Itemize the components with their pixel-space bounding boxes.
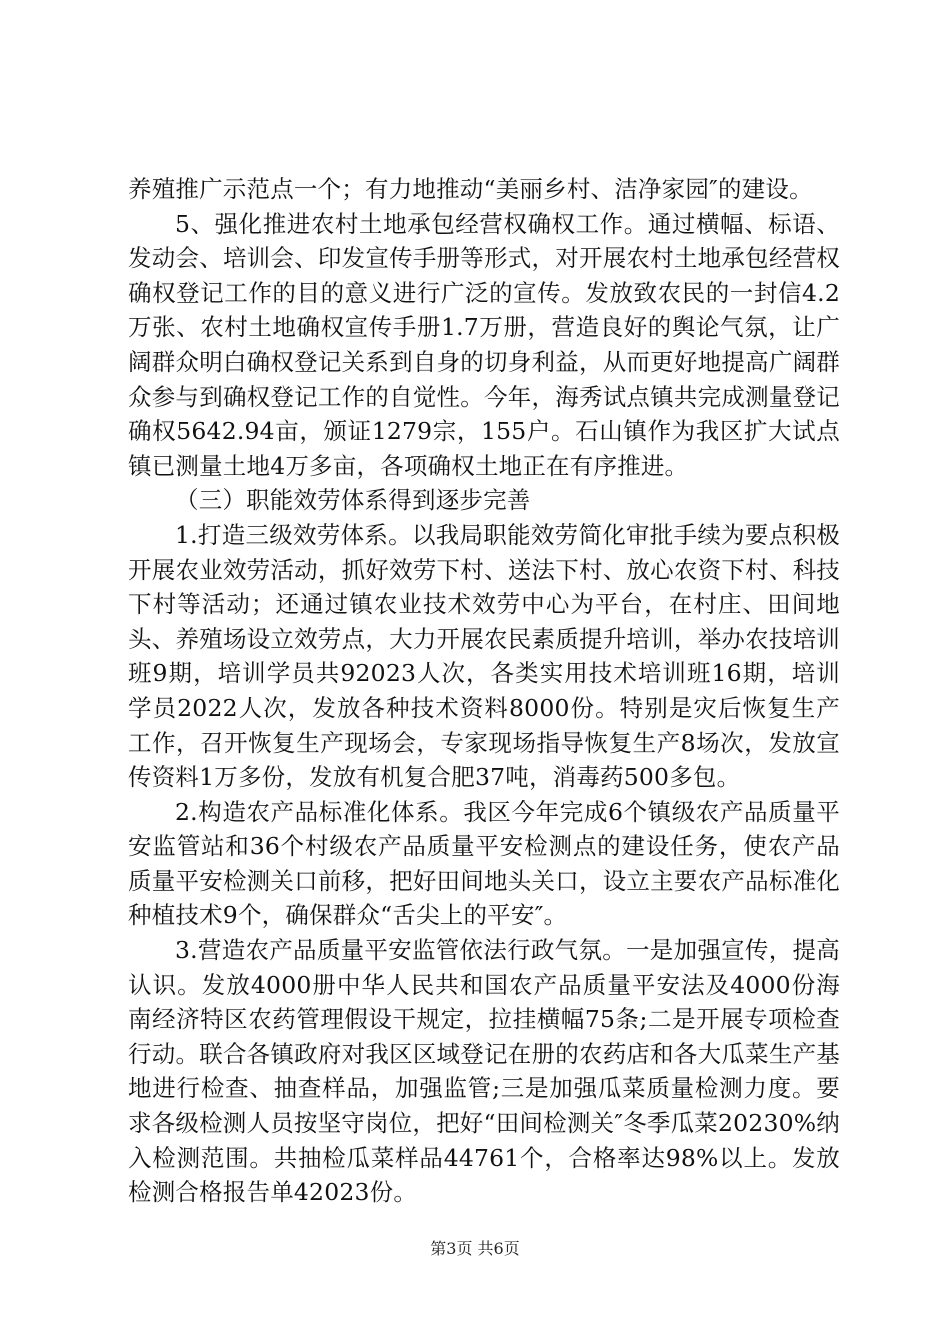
page-number-footer: 第3页 共6页 [430, 1239, 520, 1258]
section-heading-3: （三）职能效劳体系得到逐步完善 [175, 486, 531, 515]
paragraph-item-1: 1.打造三级效劳体系。以我局职能效劳简化审批手续为要点积极开展农业效劳活动，抓好效劳下村、送法下村、放心农资下村、科技下村等活动；还通过镇农业技术效劳中心为平台，在村庄、田间地头、养殖场设立效劳点，大力开展农民素质提升培训，举办农技培训班9期，培训学员共92023人次，各类实用技术培训班16期，培训学员2022人次，发放各种技术资料8000份。特别是灾后恢复生产工作，召开恢复生产现场会，专家现场指导恢复生产8场次，发放宣传资料1万多份，发放有机复合肥37吨，消毒药500多包。 [128, 520, 840, 792]
paragraph-item-5: 5、强化推进农村土地承包经营权确权工作。通过横幅、标语、发动会、培训会、印发宣传手册等形式，对开展农村土地承包经营权确权登记工作的目的意义进行广泛的宣传。发放致农民的一封信4.2万张、农村土地确权宣传手册1.7万册，营造良好的舆论气氛，让广阔群众明白确权登记关系到自身的切身利益，从而更好地提高广阔群众参与到确权登记工作的自觉性。今年，海秀试点镇共完成测量登记确权5642.94亩，颁证1279宗，155户。石山镇作为我区扩大试点镇已测量土地4万多亩，各项确权土地正在有序推进。 [128, 209, 840, 480]
paragraph-item-3: 3.营造农产品质量平安监管依法行政气氛。一是加强宣传，提高认识。发放4000册中华人民共和国农产品质量平安法及4000份海南经济特区农药管理假设干规定，拉挂横幅75条;二是开展专项检查行动。联合各镇政府对我区区域登记在册的农药店和各大瓜菜生产基地进行检查、抽查样品，加强监管;三是加强瓜菜质量检测力度。要求各级检测人员按坚守岗位，把好“田间检测关″冬季瓜菜20230%纳入检测范围。共抽检瓜菜样品44761个，合格率达98%以上。发放检测合格报告单42023份。 [128, 936, 840, 1207]
paragraph-continuation: 养殖推广示范点一个；有力地推动“美丽乡村、洁净家园″的建设。 [128, 175, 813, 203]
paragraph-item-2: 2.构造农产品标准化体系。我区今年完成6个镇级农产品质量平安监管站和36个村级农产品质量平安检测点的建设任务，使农产品质量平安检测关口前移，把好田间地头关口，设立主要农产品标准化种植技术9个，确保群众“舌尖上的平安″。 [128, 797, 840, 930]
document-body [128, 172, 840, 1210]
